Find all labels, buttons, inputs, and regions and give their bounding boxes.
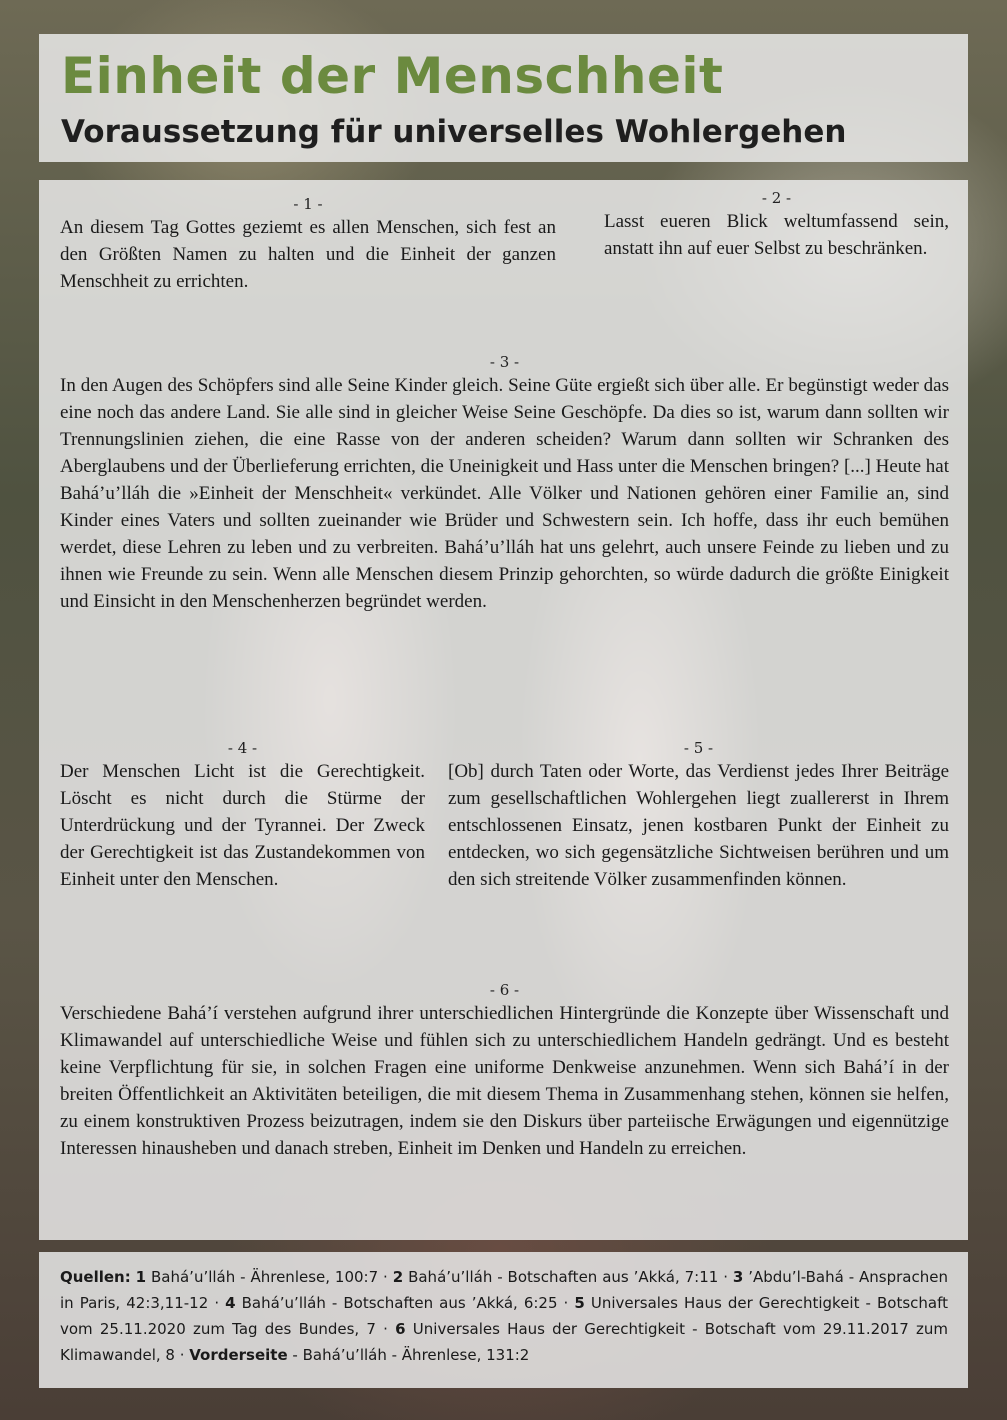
- source-num: 2: [392, 1268, 404, 1286]
- source-text: - Bahá’u’lláh - Ährenlese, 131:2: [287, 1346, 530, 1364]
- source-text: Universales Haus der Gerechtigkeit - Botschaft vom 25.11.2020 zum Tag des Bundes, 7 ·: [60, 1294, 948, 1338]
- source-text: Bahá’u’lláh - Botschaften aus ’Akká, 6:25 ·: [235, 1294, 575, 1312]
- source-num: 1: [135, 1268, 147, 1286]
- source-text: Universales Haus der Gerechtigkeit - Botschaft vom 29.11.2017 zum Klimawandel, 8 ·: [60, 1320, 948, 1364]
- source-num: 6: [395, 1320, 406, 1338]
- quotes-panel: [39, 180, 968, 1240]
- quote-text: [Ob] durch Taten oder Worte, das Verdienst jedes Ihrer Beiträge zum gesellschaftlichen Wohlergehen liegt zuallererst in Ihrem entschlossenen Einsatz, jenen kostbaren Punkt der Einheit zu entdecken, wo sich gegensätzliche Sichtweisen berühren und um den sich streitende Völker zusammenfinden können.: [448, 761, 949, 890]
- quote-number: - 4 -: [227, 739, 258, 757]
- quote-text: Verschiedene Bahá’í verstehen aufgrund ihrer unterschiedlichen Hintergründe die Konzepte über Wissenschaft und Klimawandel auf unterschiedliche Weise und fühlen sich zu unterschiedlichem Handeln gedrängt. Und es besteht keine Verpflichtung für sie, in solchen Fragen eine uniforme Denkweise anzunehmen. Wenn sich Bahá’í in der breiten Öffentlichkeit an Aktivitäten beteiligen, die mit diesem Thema in Zusammenhang stehen, können sie helfen, zu einem konstruktiven Prozess beizutragen, indem sie den Diskurs über parteiische Erwägungen und eigennützige Interessen hinausheben und danach streben, Einheit im Denken und Handeln zu erreichen.: [60, 1003, 949, 1159]
- source-text: ’Abdu’l-Bahá - Ansprachen in Paris, 42:3,11-12 ·: [60, 1268, 948, 1312]
- page-title: Einheit der Menschheit: [61, 47, 724, 105]
- source-text: Bahá’u’lláh - Botschaften aus ’Akká, 7:11 ·: [403, 1268, 733, 1286]
- quote-5: [448, 738, 949, 893]
- sources-text: [60, 1264, 948, 1368]
- quote-number: - 1 -: [293, 195, 323, 213]
- source-num: Vorderseite: [189, 1346, 288, 1364]
- source-num: 5: [574, 1294, 585, 1312]
- quote-2: [604, 188, 949, 262]
- quote-number: - 6 -: [489, 981, 520, 999]
- source-text: Bahá’u’lláh - Ährenlese, 100:7 ·: [146, 1268, 393, 1286]
- page-subtitle: Voraussetzung für universelles Wohlergehen: [61, 114, 847, 150]
- sources-panel: [39, 1252, 968, 1388]
- quote-number: - 3 -: [489, 353, 520, 371]
- source-num: 4: [225, 1294, 236, 1312]
- quote-text: Der Menschen Licht ist die Gerechtigkeit. Löscht es nicht durch die Stürme der Unterdrückung und der Tyrannei. Der Zweck der Gerechtigkeit ist das Zustandekommen von Einheit unter den Menschen.: [60, 761, 425, 890]
- quote-6: [60, 980, 949, 1162]
- quote-1: [60, 194, 556, 295]
- quote-number: - 5 -: [683, 739, 714, 757]
- quote-text: In den Augen des Schöpfers sind alle Seine Kinder gleich. Seine Güte ergießt sich über alle. Er begünstigt weder das eine noch das andere Land. Sie alle sind in gleicher Weise Seine Geschöpfe. Da dies so ist, warum dann sollten wir Trennungslinien ziehen, die eine Rasse von der anderen scheiden? Warum dann sollten wir Schranken des Aberglaubens und der Überlieferung errichten, die Uneinigkeit und Hass unter die Menschen bringen? [...] Heute hat Bahá’u’lláh die »Einheit der Menschheit« verkündet. Alle Völker und Nationen gehören einer Familie an, sind Kinder eines Vaters und sollten zueinander wie Brüder und Schwestern sein. Ich hoffe, dass ihr euch bemühen werdet, diese Lehren zu leben und zu verbreiten. Bahá’u’lláh hat uns gelehrt, auch unsere Feinde zu lieben und zu ihnen wie Freunde zu sein. Wenn alle Menschen diesem Prinzip gehorchten, so würde dadurch die größte Einigkeit und Einsicht in den Menschenherzen begründet werden.: [60, 375, 949, 612]
- quote-text: An diesem Tag Gottes geziemt es allen Menschen, sich fest an den Größten Namen zu halten und die Einheit der ganzen Menschheit zu errichten.: [60, 217, 556, 292]
- source-num: 3: [732, 1268, 744, 1286]
- quote-3: [60, 352, 949, 615]
- title-panel: [39, 34, 968, 162]
- quote-text: Lasst eueren Blick weltumfassend sein, anstatt ihn auf euer Selbst zu beschränken.: [604, 211, 949, 259]
- sources-label: Quellen:: [60, 1268, 131, 1286]
- quote-number: - 2 -: [761, 189, 792, 207]
- quote-4: [60, 738, 425, 893]
